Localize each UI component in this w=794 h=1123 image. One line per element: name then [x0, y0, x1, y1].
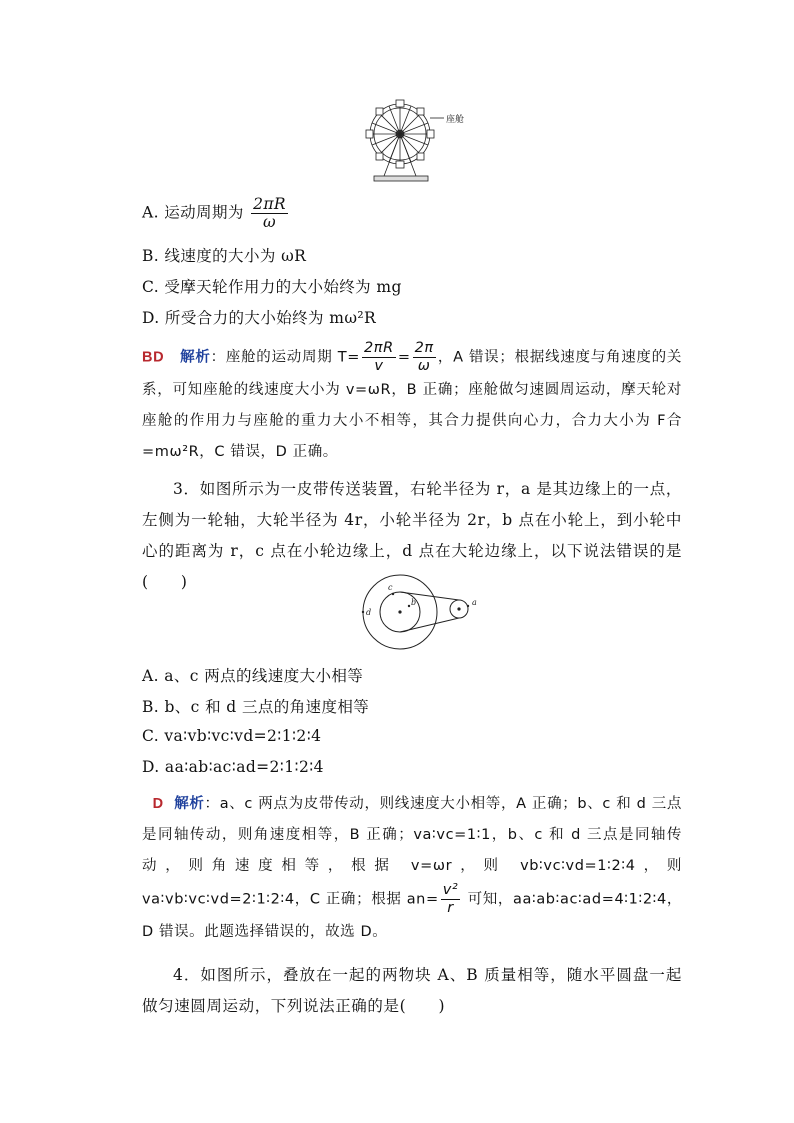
q2-solution: BD 解析：座舱的运动周期 T= $\frac{2\pi R}{v}$ = $\frac{2\pi}{\omega}$ ，A 错误；根据线速度与角速度的关系，可知座舱的线速度大小为 v=ωR，B 正确；座舱做匀速圆周运动，摩天轮对座舱的作用力与座舱的重力大小不相等，其合力提供向心力，合力大小为 F合=mω²R，C 错误，D 正确。 [142, 340, 682, 460]
q3-answer: D [152, 796, 164, 812]
option-a [142, 196, 290, 231]
q3-analysis-label: 解析 [174, 796, 205, 812]
q4-stem: 4．如图所示，叠放在一起的两物块 A、B 质量相等，随水平圆盘一起做匀速圆周运动，下列说法正确的是( ) [142, 966, 682, 1015]
cabin-label: 座舱 [446, 115, 465, 125]
point-c-label: c [388, 583, 393, 592]
q3-fraction: $\frac{\text{v²}}{r}$ [442, 882, 459, 916]
belt-pulley-diagram [352, 572, 482, 662]
option-a-fraction: $\frac{2\pi R}{\omega}$ [253, 195, 286, 231]
q3-option-d: D. aa∶ab∶ac∶ad=2∶1∶2∶4 [142, 758, 324, 776]
q2-fraction-1: $\frac{2\pi R}{v}$ [363, 340, 394, 374]
q3-option-a: A. a、c 两点的线速度大小相等 [142, 667, 364, 685]
q2-answer: BD [142, 349, 165, 366]
q3-option-c: C. va∶vb∶vc∶vd=2∶1∶2∶4 [142, 727, 322, 745]
option-d: D. 所受合力的大小始终为 mω²R [142, 309, 377, 327]
q2-analysis-label: 解析 [180, 349, 211, 366]
ferris-wheel-figure [362, 96, 482, 188]
option-b: B. 线速度的大小为 ωR [142, 247, 307, 265]
q3-stem: 3．如图所示为一皮带传送装置，右轮半径为 r，a 是其边缘上的一点，左侧为一轮轴，大轮半径为 4r，小轮半径为 2r，b 点在小轮上，到小轮中心的距离为 r，c 点在小轮边缘上，d 点在大轮边缘上，以下说法错误的是( ) [142, 480, 682, 591]
option-a-text: A. 运动周期为 [142, 203, 244, 222]
q3-solution: D 解析：a、c 两点为皮带传动，则线速度大小相等，A 正确；b、c 和 d 三点是同轴传动，则角速度相等，B 正确；va∶vc=1∶1，b、c 和 d 三点是同轴传动，则角速度相等，根据 v=ωr，则 vb∶vc∶vd=1∶2∶4，则 va∶vb∶vc∶vd=2∶1∶2∶4，C 正确；根据 an= $\frac{\text{v²}}{r}$ 可知，aa∶ab∶ac∶ad=4∶1∶2∶4，D 错误。此题选择错误的，故选 D。 [142, 796, 683, 940]
point-b-label: b [411, 598, 417, 607]
point-d-label: d [366, 608, 372, 617]
option-c: C. 受摩天轮作用力的大小始终为 mg [142, 278, 402, 296]
q3-option-b: B. b、c 和 d 三点的角速度相等 [142, 698, 370, 716]
point-a-label: a [472, 598, 477, 607]
q2-fraction-2: $\frac{2\pi}{\omega}$ [414, 340, 434, 374]
